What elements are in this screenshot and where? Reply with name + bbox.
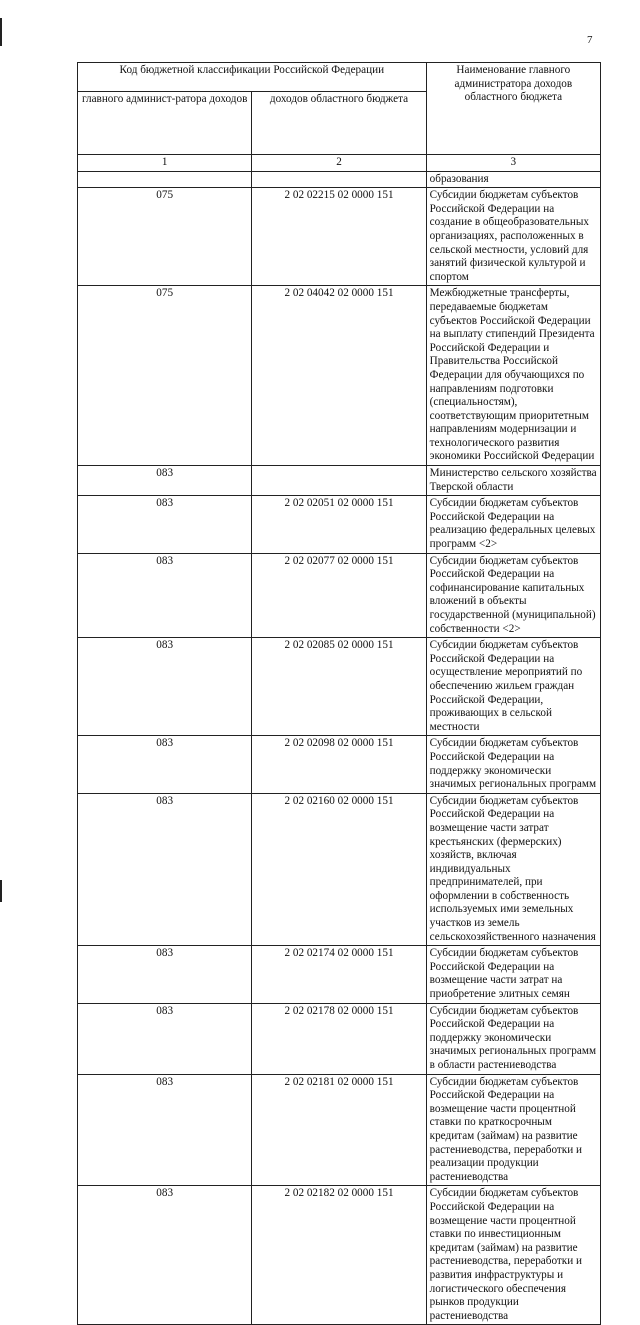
table-row (78, 496, 601, 553)
table-row (78, 466, 601, 496)
admin-code-cell: 083 (78, 793, 252, 946)
administrator-name-cell: Межбюджетные трансферты, передаваемые бюджетам субъектов Российской Федерации на выплату стипендий Президента Российской Федерации и Правительства Российской Федерации для обучающихся по направлениям подготовки (специальностям), соответствующим приоритетным направлениям модернизации и технологического развития экономики Российской Федерации (426, 286, 600, 466)
administrator-name-cell: образования (426, 171, 600, 188)
income-code-cell: 2 02 02051 02 0000 151 (252, 496, 426, 553)
column-number-3: 3 (426, 155, 600, 172)
table-row (78, 736, 601, 793)
administrator-name-header-text: Наименование главного администратора доходов областного бюджета (454, 64, 573, 104)
income-code-cell (252, 171, 426, 188)
admin-code-cell: 083 (78, 638, 252, 736)
administrator-name-cell: Субсидии бюджетам субъектов Российской Федерации на возмещение части затрат на приобретение элитных семян (426, 946, 600, 1003)
column-number-1: 1 (78, 155, 252, 172)
admin-code-cell: 083 (78, 553, 252, 638)
table-row (78, 1074, 601, 1186)
administrator-name-cell: Министерство сельского хозяйства Тверской области (426, 466, 600, 496)
admin-code-cell: 083 (78, 1003, 252, 1074)
column-number-2: 2 (252, 155, 426, 172)
income-code-cell: 2 02 02085 02 0000 151 (252, 638, 426, 736)
admin-code-cell: 083 (78, 496, 252, 553)
budget-classification-table (77, 62, 601, 1325)
admin-code-cell: 083 (78, 736, 252, 793)
table-row (78, 793, 601, 946)
administrator-name-cell: Субсидии бюджетам субъектов Российской Федерации на возмещение части затрат крестьянских (фермерских) хозяйств, включая индивидуальных предпринимателей, при оформлении в собственность используемых ими земельных участков из земель сельскохозяйственного назначения (426, 793, 600, 946)
income-code-cell: 2 02 04042 02 0000 151 (252, 286, 426, 466)
table-row (78, 171, 601, 188)
admin-code-cell: 083 (78, 1074, 252, 1186)
admin-column-header: главного админист-ратора доходов (78, 92, 252, 155)
income-code-cell: 2 02 02182 02 0000 151 (252, 1186, 426, 1325)
administrator-name-cell: Субсидии бюджетам субъектов Российской Федерации на создание в общеобразовательных организациях, расположенных в сельской местности, условий для занятий физической культурой и спортом (426, 188, 600, 286)
income-code-cell: 2 02 02160 02 0000 151 (252, 793, 426, 946)
page-number: 7 (587, 34, 593, 46)
table-row (78, 638, 601, 736)
administrator-name-cell: Субсидии бюджетам субъектов Российской Федерации на реализацию федеральных целевых программ <2> (426, 496, 600, 553)
administrator-name-cell: Субсидии бюджетам субъектов Российской Федерации на возмещение части процентной ставки по краткосрочным кредитам (займам) на развитие растениеводства, переработки и реализации продукции растениеводства (426, 1074, 600, 1186)
income-code-cell: 2 02 02077 02 0000 151 (252, 553, 426, 638)
table-row (78, 188, 601, 286)
administrator-name-cell: Субсидии бюджетам субъектов Российской Федерации на поддержку экономически значимых региональных программ (426, 736, 600, 793)
income-column-header: доходов областного бюджета (252, 92, 426, 155)
income-code-cell: 2 02 02098 02 0000 151 (252, 736, 426, 793)
administrator-name-header (426, 63, 600, 155)
table-row (78, 286, 601, 466)
table-row (78, 1186, 601, 1325)
budget-code-header: Код бюджетной классификации Российской Федерации (78, 63, 427, 92)
income-code-cell: 2 02 02181 02 0000 151 (252, 1074, 426, 1186)
table-row (78, 553, 601, 638)
admin-code-cell: 083 (78, 466, 252, 496)
income-code-cell: 2 02 02178 02 0000 151 (252, 1003, 426, 1074)
administrator-name-cell: Субсидии бюджетам субъектов Российской Федерации на возмещение части процентной ставки по инвестиционным кредитам (займам) на развитие растениеводства, переработки и развития инфраструктуры и логистического обеспечения рынков продукции растениеводства (426, 1186, 600, 1325)
administrator-name-cell: Субсидии бюджетам субъектов Российской Федерации на софинансирование капитальных вложений в объекты государственной (муниципальной) собственности <2> (426, 553, 600, 638)
admin-code-cell (78, 171, 252, 188)
income-code-cell: 2 02 02215 02 0000 151 (252, 188, 426, 286)
admin-code-cell: 083 (78, 1186, 252, 1325)
table-row (78, 1003, 601, 1074)
income-code-cell: 2 02 02174 02 0000 151 (252, 946, 426, 1003)
margin-mark (0, 880, 2, 902)
table-row (78, 946, 601, 1003)
income-code-cell (252, 466, 426, 496)
table-body (78, 171, 601, 1325)
admin-code-cell: 083 (78, 946, 252, 1003)
administrator-name-cell: Субсидии бюджетам субъектов Российской Федерации на поддержку экономически значимых региональных программ в области растениеводства (426, 1003, 600, 1074)
administrator-name-cell: Субсидии бюджетам субъектов Российской Федерации на осуществление мероприятий по обеспечению жильем граждан Российской Федерации, проживающих в сельской местности (426, 638, 600, 736)
margin-mark (0, 18, 2, 46)
admin-code-cell: 075 (78, 188, 252, 286)
admin-code-cell: 075 (78, 286, 252, 466)
